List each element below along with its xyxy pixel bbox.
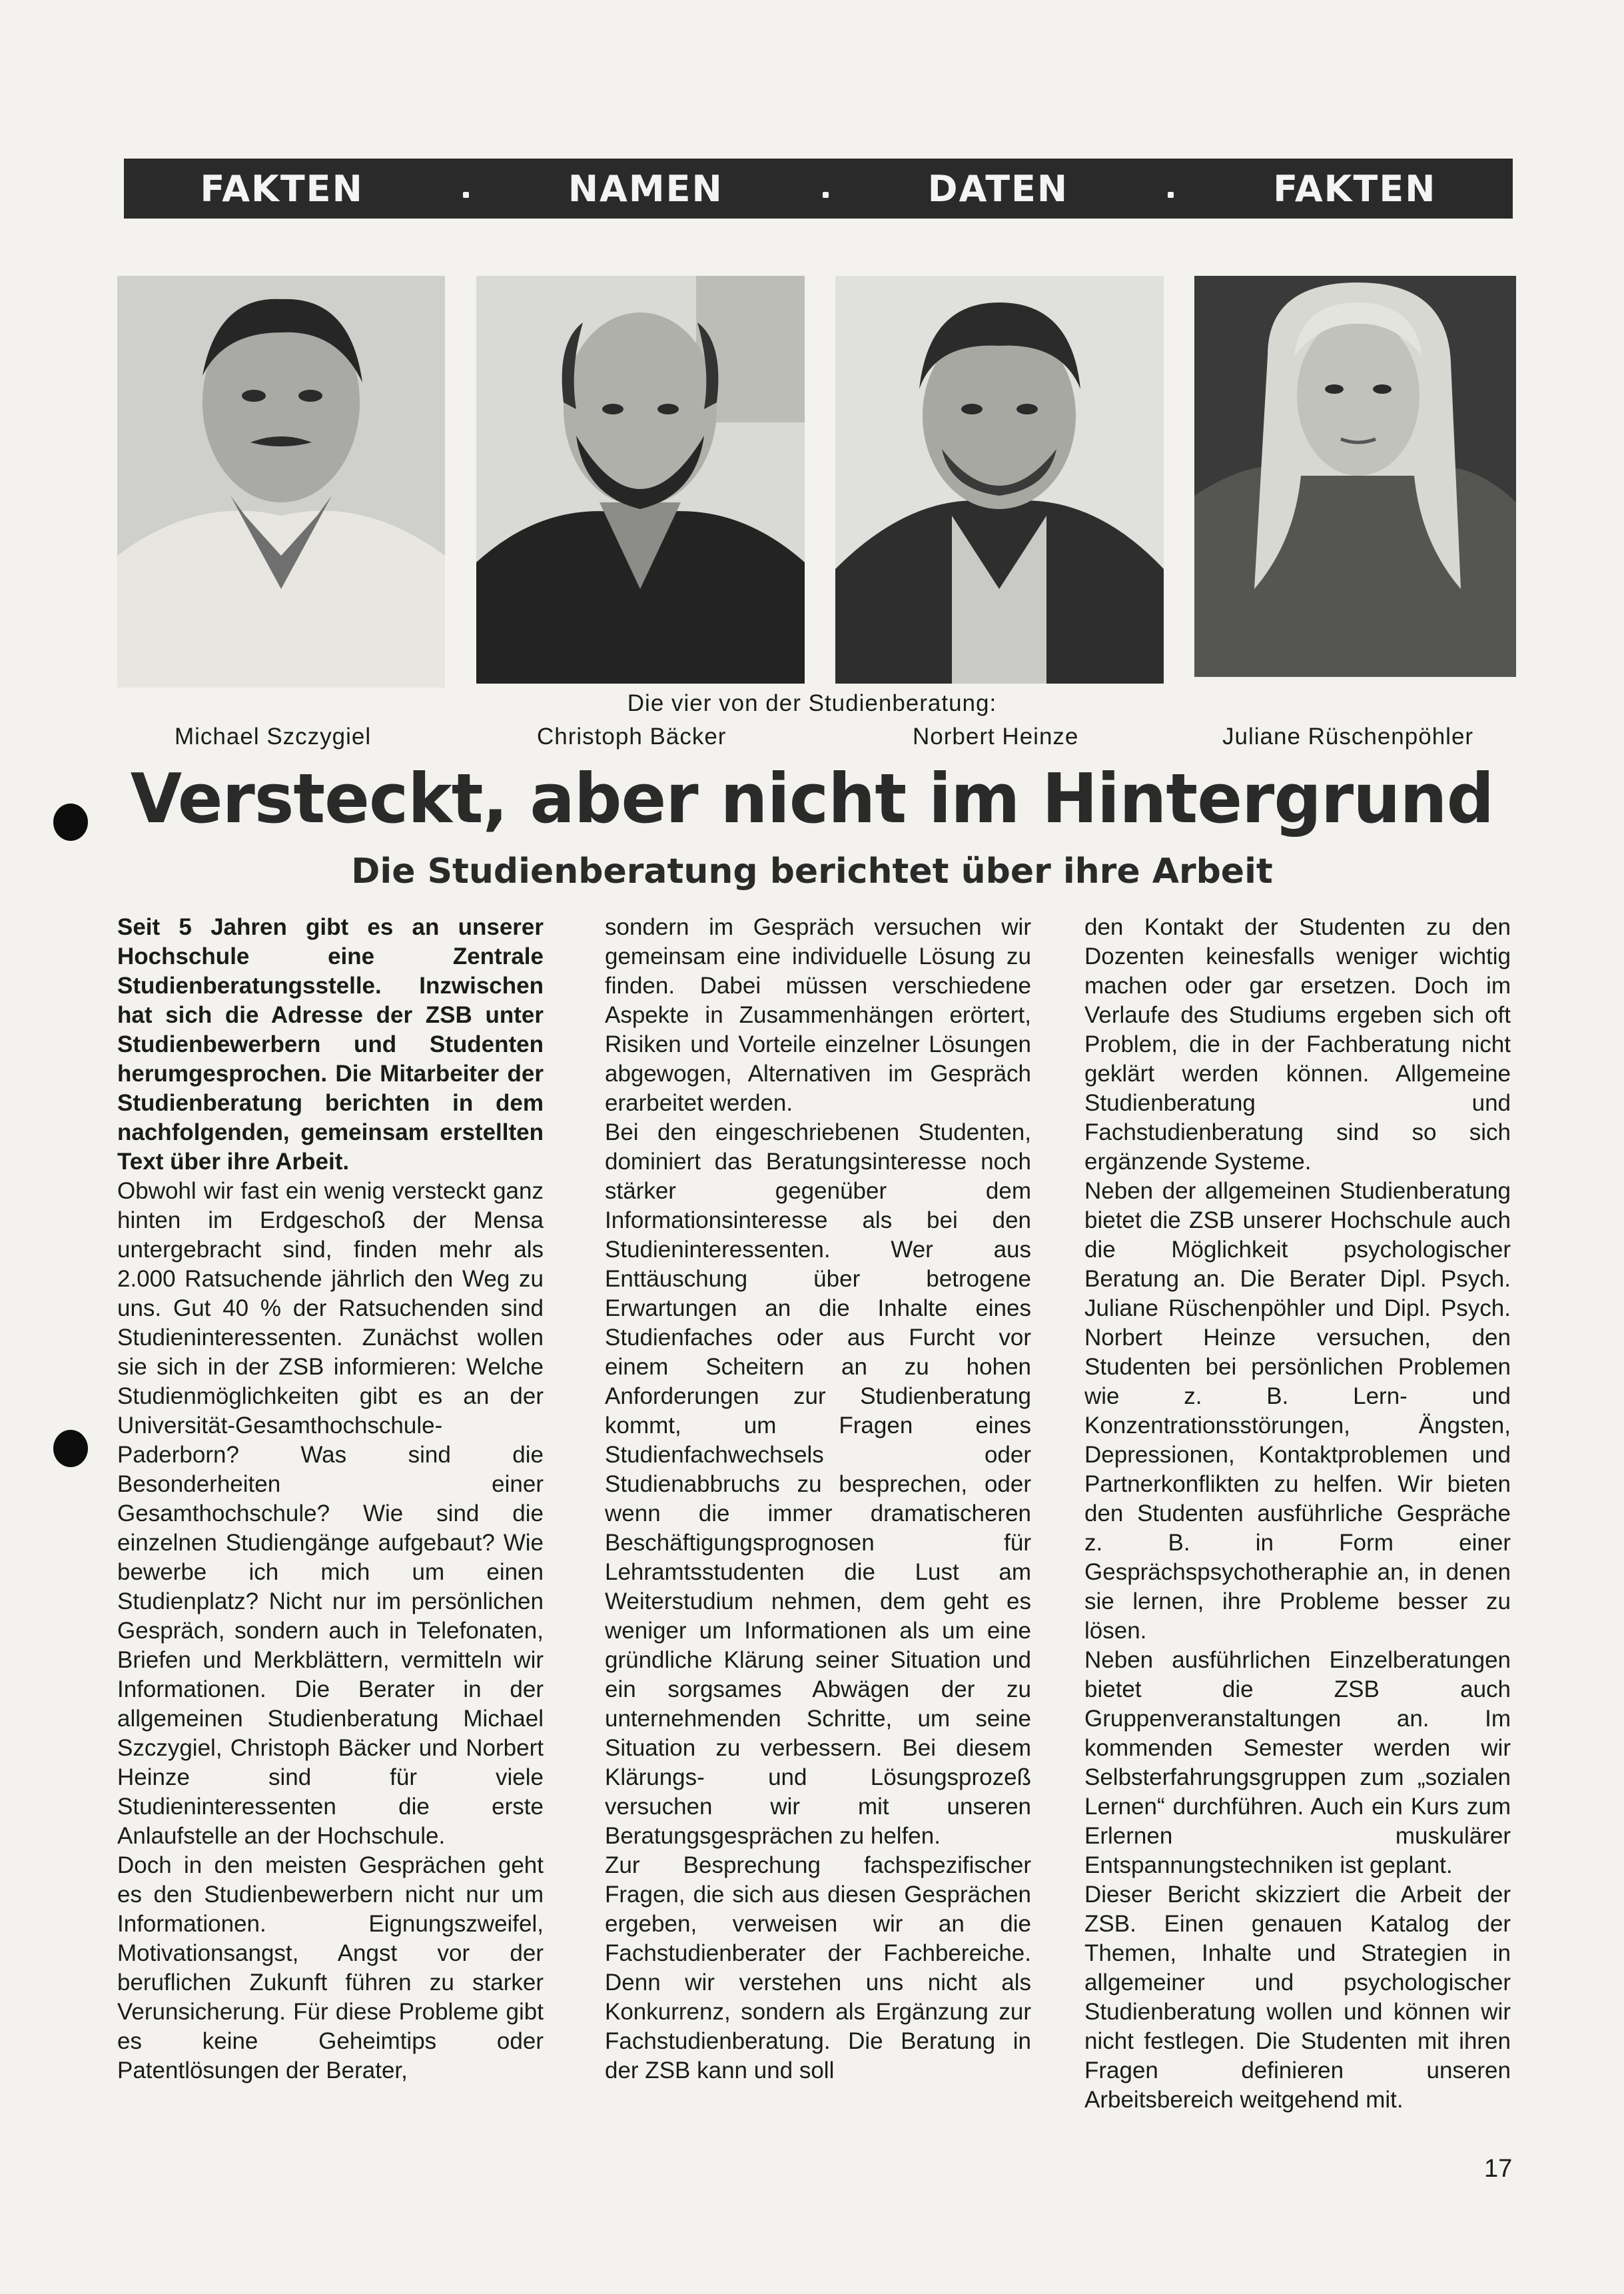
binder-hole (53, 1430, 88, 1467)
portrait-image (835, 276, 1164, 684)
article-paragraph: den Kontakt der Studenten zu den Dozenten keinesfalls weniger wichtig machen oder gar ersetzen. Doch im Verlaufe des Studiums ergeben sich oft Problem, die in der Fachberatung nicht geklärt werden können. Allgemeine Studienberatung und Fachstudienberatung sind so sich ergänzende Systeme. (1084, 914, 1511, 1175)
caption-name-michael: Michael Szczygiel (175, 724, 372, 750)
facts-banner (124, 159, 1513, 219)
binder-hole (53, 804, 88, 841)
article-paragraph: sondern im Gespräch versuchen wir gemeinsam eine individuelle Lösung zu finden. Dabei müssen verschiedene Aspekte in Zusammenhängen erörtert, Risiken und Vorteile einzelner Lösungen abgewogen, Alternativen im Gespräch erarbeitet werden. (605, 914, 1031, 1116)
article-headline: Versteckt, aber nicht im Hintergrund (130, 758, 1494, 839)
portrait-image (476, 276, 805, 684)
article-paragraph: Zur Besprechung fachspezifischer Fragen, die sich aus diesen Gesprächen ergeben, verweisen wir an die Fachstudienberater der Fachbereiche. Denn wir verstehen uns nicht als Konkurrenz, sondern als Ergänzung zur Fachstudienberatung. Die Beratung in der ZSB kann und soll (605, 1852, 1031, 2083)
article-paragraph: Neben der allgemeinen Studienberatung bietet die ZSB unserer Hochschule auch die Möglichkeit psychologischer Beratung an. Die Berater Dipl. Psych. Juliane Rüschenpöhler und Dipl. Psych. Norbert Heinze versuchen, den Studenten bei persönlichen Problemen wie z. B. Lern- und Konzentrationsstörungen, Ängsten, Depressionen, Kontaktproblemen und Partnerkonflikten zu helfen. Wir bieten den Studenten ausführliche Gespräche z. B. in Form einer Gesprächspsychotheraphie an, in denen sie lernen, ihre Probleme besser zu lösen. (1084, 1178, 1511, 1644)
caption-name-norbert: Norbert Heinze (913, 724, 1079, 750)
article-column-2 (605, 913, 1031, 2085)
banner-separator (1168, 192, 1174, 198)
article-paragraph: Obwohl wir fast ein wenig versteckt ganz hinten im Erdgeschoß der Mensa untergebracht sind, finden mehr als 2.000 Ratsuchende jährlich den Weg zu uns. Gut 40 % der Ratsuchenden sind Studieninteressenten. Zunächst wollen sie sich in der ZSB informieren: Welche Studienmöglichkeiten gibt es an der Universität-Gesamthochschule-Paderborn? Was sind die Besonderheiten einer Gesamthochschule? Wie sind die einzelnen Studiengänge aufgebaut? Wie bewerbe ich mich um einen Studienplatz? Nicht nur im persönlichen Gespräch, sondern auch in Telefonaten, Briefen und Merkblättern, vermitteln wir Informationen. Die Berater in der allgemeinen Studienberatung Michael Szczygiel, Christoph Bäcker und Norbert Heinze sind für viele Studieninteressenten die erste Anlaufstelle an der Hochschule. (117, 1178, 544, 1849)
banner-word-facts: FAKTEN (200, 167, 364, 210)
article-paragraph: Dieser Bericht skizziert die Arbeit der ZSB. Einen genauen Katalog der Themen, Inhalte und Strategien in allgemeiner und psychologischer Studienberatung wollen und können wir nicht festlegen. Die Studenten mit ihren Fragen definieren unseren Arbeitsbereich weitgehend mit. (1084, 1882, 1511, 2113)
portrait-image (117, 276, 445, 688)
portrait-photo-christoph (476, 276, 805, 684)
photo-caption-intro: Die vier von der Studienberatung: (627, 690, 997, 716)
caption-name-christoph: Christoph Bäcker (537, 724, 727, 750)
article-subheadline: Die Studienberatung berichtet über ihre Arbeit (351, 852, 1273, 891)
portrait-photo-juliane (1194, 276, 1516, 677)
page-number: 17 (1484, 2155, 1513, 2183)
article-paragraph: Doch in den meisten Gesprächen geht es den Studienbewerbern nicht nur um Informationen. Eignungszweifel, Motivationsangst, Angst vor der beruflichen Zukunft führen zu starker Verunsicherung. Für diese Probleme gibt es keine Geheimtips oder Patentlösungen der Berater, (117, 1852, 544, 2083)
banner-word-facts-2: FAKTEN (1273, 167, 1437, 210)
portrait-photo-norbert (835, 276, 1164, 684)
article-paragraph: Bei den eingeschriebenen Studenten, dominiert das Beratungsinteresse noch stärker gegenüber dem Informationsinteresse als bei den Studieninteressenten. Wer aus Enttäuschung über betrogene Erwartungen an die Inhalte eines Studienfaches oder aus Furcht vor einem Scheitern an zu hohen Anforderungen zur Studienberatung kommt, um Fragen eines Studienfachwechsels oder Studienabbruchs zu besprechen, oder wenn die immer dramatischeren Beschäftigungsprognosen für Lehramtsstudenten die Lust am Weiterstudium nehmen, dem geht es weniger um Informationen als um eine gründliche Klärung seiner Situation und ein sorgsames Abwägen der zu unternehmenden Schritte, um seine Situation zu verbessern. Bei diesem Klärungs- und Lösungsprozeß versuchen wir mit unseren Beratungsgesprächen zu helfen. (605, 1119, 1031, 1849)
caption-name-juliane: Juliane Rüschenpöhler (1222, 724, 1474, 750)
banner-separator (823, 192, 829, 198)
banner-word-names: NAMEN (568, 167, 723, 210)
portrait-image (1194, 276, 1516, 677)
article-lead: Seit 5 Jahren gibt es an unserer Hochschule eine Zentrale Studienberatungsstelle. Inzwischen hat sich die Adresse der ZSB unter Studienbewerbern und Studenten herumgesprochen. Die Mitarbeiter der Studienberatung berichten in dem nachfolgenden, gemeinsam erstellten Text über ihre Arbeit. (117, 914, 544, 1175)
banner-separator (463, 192, 469, 198)
article-paragraph: Neben ausführlichen Einzelberatungen bietet die ZSB auch Gruppenveranstaltungen an. Im kommenden Semester werden wir Selbsterfahrungsgruppen zum „sozialen Lernen“ durchführen. Auch ein Kurs zum Erlernen muskulärer Entspannungstechniken ist geplant. (1084, 1647, 1511, 1878)
article-column-3 (1084, 913, 1511, 2115)
article-column-1 (117, 913, 544, 2085)
banner-word-dates: DATEN (927, 167, 1069, 210)
portrait-photo-michael (117, 276, 445, 688)
